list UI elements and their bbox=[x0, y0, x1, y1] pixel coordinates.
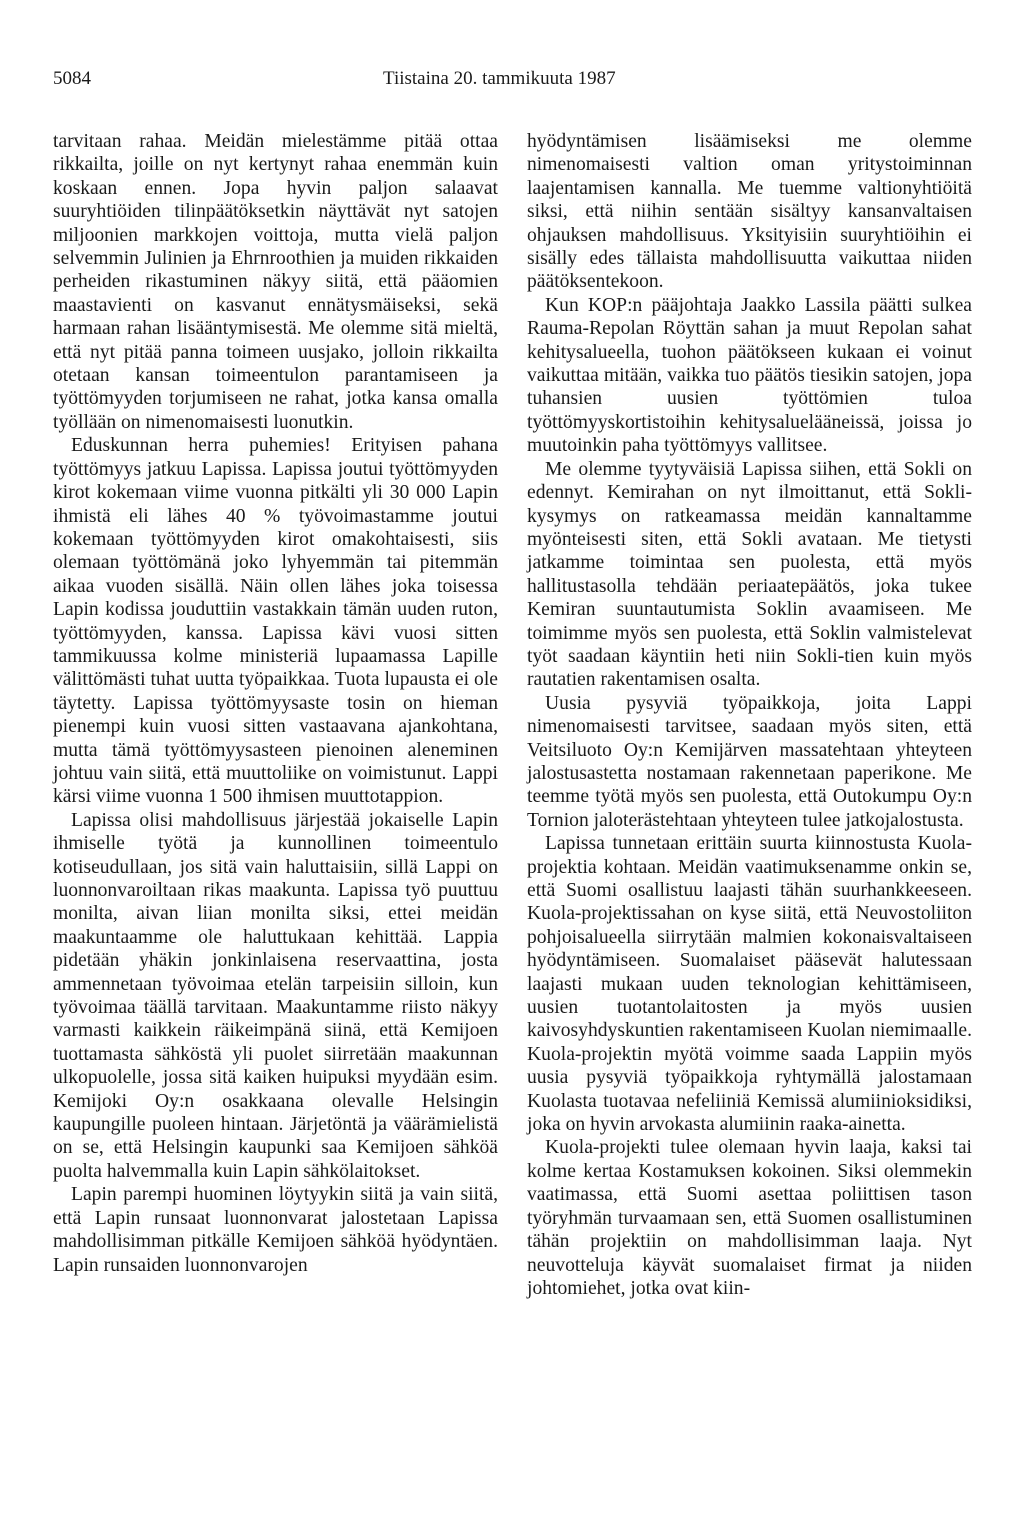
paragraph: Uusia pysyviä työpaikkoja, joita Lappi nimenomaisesti tarvitsee, saadaan myös siten, että Veitsiluoto Oy:n Kemijärven massatehtaan yhteyteen jalostusastetta nostamaan rakennetaan paperikone. Me teemme työtä myös sen puolesta, että Outokumpu Oy:n Tornion jaloterästehtaan yhteyteen tulee jatkojalostusta. bbox=[527, 692, 972, 831]
paragraph: Lapissa tunnetaan erittäin suurta kiinnostusta Kuola-projektia kohtaan. Meidän vaatimuksenamme onkin se, että Suomi osallistuu laajasti tähän suurhankkeeseen. Kuola-projektissahan on kyse siitä, että Neuvostoliiton pohjoisalueella siirrytään malmien kokonaisvaltaiseen hyödyntämiseen. Suomalaiset pääsevät halutessaan laajasti mukaan uuden teknologian kehittämiseen, uusien tuotantolaitosten ja myös uusien kaivosyhdyskuntien rakentamiseen Kuolan niemimaalle. Kuola-projektin myötä voimme saada Lappiin myös uusia pysyviä työpaikkoja ryhtymällä jalostamaan Kuolasta tuotavaa nefeliiniä Kemissä alumiinioksidiksi, joka on hyvin arvokasta alumiinin raaka-ainetta. bbox=[527, 833, 972, 1136]
paragraph: Lapin parempi huominen löytyykin siitä ja vain siitä, että Lapin runsaat luonnonvarat jalostetaan Lapissa mahdollisimman pitkälle Kemijoen sähköä hyödyntäen. Lapin runsaiden luonnonvarojen bbox=[53, 1184, 498, 1276]
paragraph: tarvitaan rahaa. Meidän mielestämme pitää ottaa rikkailta, joille on nyt kertynyt rahaa enemmän kuin koskaan ennen. Jopa hyvin paljon salaavat suuryhtiöiden tilinpäätöksetkin näyttävät nyt satojen miljoonien markkojen voittoja, mutta vielä paljon selvemmin Julinien ja Ehrnroothien ja muiden rikkaiden perheiden rikastuminen näkyy siitä, että pääomien maastavienti on kasvanut ennätysmäiseksi, sekä harmaan rahan lisääntymisestä. Me olemme sitä mieltä, että nyt pitää panna toimeen uusjako, jolloin rikkailta otetaan kansan toimeentulon parantamiseen ja työttömyyden torjumiseen ne rahat, jotka kansa omalla työllään on nimenomaisesti luonutkin. bbox=[53, 131, 498, 433]
paragraph: Kuola-projekti tulee olemaan hyvin laaja, kaksi tai kolme kertaa Kostamuksen kokoinen. Siksi olemmekin vaatimassa, että Suomi asettaa poliittisen tason työryhmän turvaamaan sen, että Suomen osallistuminen tähän projektiin on mahdollisimman laaja. Nyt neuvotteluja käyvät suomalaiset firmat ja niiden johtomiehet, jotka ovat kiin- bbox=[527, 1137, 972, 1299]
page-number: 5084 bbox=[53, 68, 91, 89]
right-column bbox=[527, 130, 972, 1300]
left-column bbox=[53, 130, 498, 1277]
paragraph: hyödyntämisen lisäämiseksi me olemme nimenomaisesti valtion oman yritystoiminnan laajentamisen kannalla. Me tuemme valtionyhtiöitä siksi, että niihin sentään sisältyy kansanvaltaisen ohjauksen mahdollisuus. Yksityisiin suuryhtiöihin ei sisälly edes tällaista mahdollisuutta vaikuttaa niiden päätöksentekoon. bbox=[527, 131, 972, 293]
paragraph: Lapissa olisi mahdollisuus järjestää jokaiselle Lapin ihmiselle työtä ja kunnollinen toimeentulo kotiseudullaan, jos sitä vain haluttaisiin, sillä Lappi on luonnonvaroiltaan rikas maakunta. Lapissa työ puuttuu monilta, aivan liian monilta siksi, ettei meidän maakuntaamme ole haluttukaan kehittää. Lappia pidetään yhäkin jonkinlaisena reservaattina, josta ammennetaan työvoimaa etelän tarpeisiin silloin, kun työvoimaa täällä tarvitaan. Maakuntamme riisto näkyy varmasti kaikkein räikeimpänä siinä, että Kemijoen tuottamasta sähköstä yli puolet siirretään maakunnan ulkopuolelle, jossa sitä kaiken huipuksi myydään esim. Kemijoki Oy:n osakkaana olevalle Helsingin kaupungille puoleen hintaan. Järjetöntä ja väärämielistä on se, että Helsingin kaupunki saa Kemijoen sähköä puolta halvemmalla kuin Lapin sähkölaitokset. bbox=[53, 809, 498, 1182]
paragraph: Me olemme tyytyväisiä Lapissa siihen, että Sokli on edennyt. Kemirahan on nyt ilmoittanut, että Sokli-kysymys on ratkeamassa meidän kannaltamme myönteisesti siten, että Sokli avataan. Me tietysti jatkamme toimintaa sen puolesta, että myös hallitustasolla tehdään periaatepäätös, joka tukee Kemiran suuntautumista Soklin avaamiseen. Me toimimme myös sen puolesta, että Soklin valmistelevat työt saadaan käyntiin heti niin Sokli-tien kuin myös rautatien rakentamisen osalta. bbox=[527, 458, 972, 691]
page-date: Tiistaina 20. tammikuuta 1987 bbox=[383, 68, 616, 89]
paragraph: Kun KOP:n pääjohtaja Jaakko Lassila päätti sulkea Rauma-Repolan Röyttän sahan ja muut Repolan sahat kehitysalueella, tuohon päätökseen kukaan ei voinut vaikuttaa mitään, vaikka tuo päätös tiesikin satojen, jopa tuhansien uusien työttömien tuloa työttömyyskortistoihin kehitysaluelääneissä, joissa jo muutoinkin paha työttömyys vallitsee. bbox=[527, 294, 972, 457]
page-header bbox=[53, 68, 983, 98]
paragraph: Eduskunnan herra puhemies! Erityisen pahana työttömyys jatkuu Lapissa. Lapissa joutui työttömyyden kirot kokemaan viime vuonna pitkälti yli 30 000 Lapin ihmistä eli lähes 40 % työvoimastamme joutui kokemaan työttömyyden kirot omakohtaisesti, siis olemaan työttömänä joko lyhyemmän tai pitemmän aikaa vuoden sisällä. Näin ollen lähes joka toisessa Lapin kodissa jouduttiin vastakkain tämän uuden ruton, työttömyyden, kanssa. Lapissa kävi vuosi sitten tammikuussa kolme ministeriä lupaamassa Lapille välittömästi tuhat uutta työpaikkaa. Tuota lupausta ei ole täytetty. Lapissa työttömyysaste tosin on hieman pienempi kuin vuosi sitten vastaavana ajankohtana, mutta tämä työttömyysasteen pienoinen aleneminen johtuu vain siitä, että muuttoliike on voimistunut. Lappi kärsi viime vuonna 1 500 ihmisen muuttotappion. bbox=[53, 435, 498, 808]
